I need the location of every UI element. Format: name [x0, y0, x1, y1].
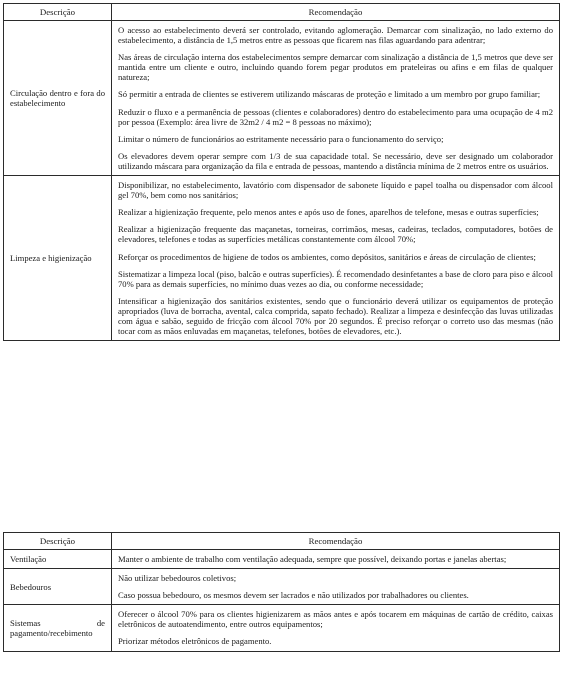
recommendation-item: Sistematizar a limpeza local (piso, balcão e outras superfícies). É recomendado desinfetantes a base de cloro para piso e álcool 70% para as demais superfícies, no mínimo duas vezes ao dia, ou conforme necessidade;	[118, 268, 553, 289]
table-row-circulacao	[4, 21, 560, 176]
column-header-description: Descrição	[4, 4, 112, 21]
recommendation-item: Realizar a higienização frequente, pelo menos antes e após uso de fones, aparelhos de telefone, mesas e outras superfícies;	[118, 207, 539, 218]
recommendation-item: Limitar o número de funcionários ao estritamente necessário para o funcionamento do serviço;	[118, 133, 444, 144]
recommendation-item: Só permitir a entrada de clientes se estiverem utilizando máscaras de proteção e limitado a um membro por grupo familiar;	[118, 89, 541, 100]
recommendation-item: Manter o ambiente de trabalho com ventilação adequada, sempre que possível, deixando portas e janelas abertas;	[118, 554, 507, 564]
row-description: Limpeza e higienização	[4, 176, 112, 341]
row-recommendations	[112, 21, 560, 176]
column-header-recommendation: Recomendação	[112, 533, 560, 550]
row-recommendations	[112, 605, 560, 651]
recommendations-table-1	[3, 3, 560, 341]
recommendation-item: O acesso ao estabelecimento deverá ser controlado, evitando aglomeração. Demarcar com sinalização, no lado externo do estabelecimento, a distância de 1,5 metros entre as pessoas que ficarem nas filas aguardando para adentrar;	[118, 25, 553, 46]
recommendation-item: Oferecer o álcool 70% para os clientes higienizarem as mãos antes e após tocarem em máquinas de cartão de crédito, caixas eletrônicos de autoatendimento, entre outros equipamentos;	[118, 609, 553, 630]
recommendations-table-2	[3, 532, 560, 652]
row-recommendations	[112, 550, 560, 569]
recommendation-item: Não utilizar bebedouros coletivos;	[118, 573, 237, 584]
row-description: Bebedouros	[4, 569, 112, 605]
recommendation-item: Os elevadores devem operar sempre com 1/3 de sua capacidade total. Se necessário, deve ser designado um colaborador utilizando máscara para organização da fila e entrada de pessoas, mantendo a distância mínima de 2 metros entre os usuários.	[118, 150, 553, 171]
row-description: Sistemas de pagamento/recebimento	[4, 605, 112, 651]
recommendation-item: Realizar a higienização frequente das maçanetas, torneiras, corrimãos, mesas, cadeiras, teclados, computadores, botões de elevadores, telefones e todas as superfícies metálicas constantemente com álcool 70%;	[118, 224, 553, 245]
recommendation-item: Disponibilizar, no estabelecimento, lavatório com dispensador de sabonete líquido e papel toalha ou dispensador com álcool gel 70%, bem como nos sanitários;	[118, 180, 553, 201]
column-header-description: Descrição	[4, 533, 112, 550]
table-row-limpeza	[4, 176, 560, 341]
row-description: Circulação dentro e fora do estabelecimento	[4, 21, 112, 176]
recommendation-item: Reduzir o fluxo e a permanência de pessoas (clientes e colaboradores) dentro do estabelecimento para uma ocupação de 4 m2 por pessoa (Exemplo: área livre de 32m2 / 4 m2 = 8 pessoas no máximo);	[118, 106, 553, 127]
recommendation-item: Nas áreas de circulação interna dos estabelecimentos sempre demarcar com sinalização a distância de 1,5 metros que deve ser mantida entre um cliente e outro, incluindo quando forem pegar produtos em prateleiras ou afins e em filas de qualquer natureza;	[118, 52, 553, 83]
column-header-recommendation: Recomendação	[112, 4, 560, 21]
recommendation-item: Caso possua bebedouro, os mesmos devem ser lacrados e não utilizados por trabalhadores ou clientes.	[118, 590, 469, 601]
recommendation-item: Priorizar métodos eletrônicos de pagamento.	[118, 636, 272, 647]
table-row-ventilacao	[4, 550, 560, 569]
table-row-bebedouros	[4, 569, 560, 605]
recommendation-item: Reforçar os procedimentos de higiene de todos os ambientes, como depósitos, sanitários e áreas de circulação de clientes;	[118, 251, 536, 262]
recommendation-item: Intensificar a higienização dos sanitários existentes, sendo que o funcionário deverá utilizar os equipamentos de proteção apropriados (luva de borracha, avental, calca comprida, sapato fechado). Realizar a limpeza e desinfecção das luvas utilizadas com água e sabão, seguido de fricção com álcool 70% por 20 segundos. É preciso reforçar o correto uso das mesmas (não tocar com as mãos enluvadas em maçanetas, telefones, botões de elevadores, etc.).	[118, 295, 553, 337]
row-recommendations	[112, 569, 560, 605]
table-header-row	[4, 533, 560, 550]
row-description: Ventilação	[4, 550, 112, 569]
row-recommendations	[112, 176, 560, 341]
table-row-pagamento	[4, 605, 560, 651]
table-header-row	[4, 4, 560, 21]
